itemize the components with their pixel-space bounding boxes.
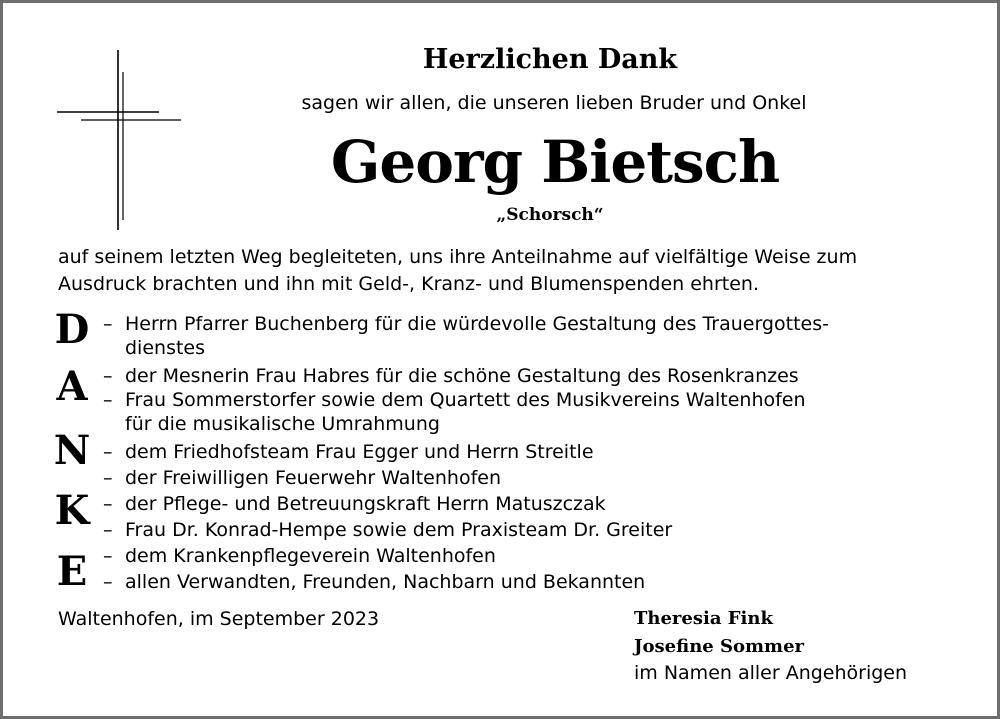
thanks-text: dem Friedhofsteam Frau Egger und Herrn Streitle (125, 441, 594, 463)
dash: – (103, 441, 113, 463)
dash: – (103, 571, 113, 593)
thanks-line (103, 364, 799, 388)
thanks-text: Herrn Pfarrer Buchenberg für die würdevolle Gestaltung des Trauergottes- (125, 313, 829, 335)
thanks-text: für die musikalische Umrahmung (125, 413, 440, 435)
signatory: Josefine Sommer (634, 636, 805, 657)
thanks-text: allen Verwandten, Freunden, Nachbarn und Bekannten (125, 571, 646, 593)
dash: – (103, 389, 113, 411)
nickname: „Schorsch“ (496, 205, 604, 225)
thanks-line (103, 492, 606, 516)
thanks-text: der Pflege- und Betreuungskraft Herrn Matuszczak (125, 493, 606, 515)
deceased-name: Georg Bietsch (330, 128, 780, 196)
thanks-line (103, 440, 594, 464)
thanks-text: dienstes (125, 337, 206, 359)
thanks-text: dem Krankenpflegeverein Waltenhofen (125, 545, 496, 567)
danke-letter: K (54, 487, 90, 534)
danke-letter: E (56, 548, 88, 595)
danke-letter: A (56, 363, 88, 410)
thanks-text: der Mesnerin Frau Habres für die schöne Gestaltung des Rosenkranzes (125, 365, 799, 387)
thanks-line (103, 312, 829, 336)
thanks-line (103, 336, 205, 360)
thanks-line (103, 518, 672, 542)
dash: – (103, 545, 113, 567)
intro-text (58, 244, 857, 298)
dash: – (103, 519, 113, 541)
signatory: Theresia Fink (634, 608, 773, 629)
dash: – (103, 313, 113, 335)
heading: Herzlichen Dank (422, 44, 678, 75)
place-date: Waltenhofen, im September 2023 (58, 608, 380, 630)
thanks-line (103, 412, 440, 436)
subtitle: sagen wir allen, die unseren lieben Bruder und Onkel (301, 92, 807, 114)
dash: – (103, 467, 113, 489)
thanks-text: der Freiwilligen Feuerwehr Waltenhofen (125, 467, 502, 489)
danke-letter: N (53, 427, 91, 474)
thanks-text: Frau Sommerstorfer sowie dem Quartett des Musikvereins Waltenhofen (125, 389, 806, 411)
thanks-text: Frau Dr. Konrad-Hempe sowie dem Praxisteam Dr. Greiter (125, 519, 673, 541)
thanks-line (103, 466, 501, 490)
thanks-line (103, 388, 806, 412)
dash: – (103, 493, 113, 515)
signature-note: im Namen aller Angehörigen (634, 662, 908, 684)
danke-letter: D (54, 306, 90, 353)
intro-line: Ausdruck brachten und ihn mit Geld-, Kranz- und Blumenspenden ehrten. (58, 273, 760, 295)
dash: – (103, 365, 113, 387)
thanks-line (103, 544, 496, 568)
thanks-line (103, 570, 645, 594)
intro-line: auf seinem letzten Weg begleiteten, uns ihre Anteilnahme auf vielfältige Weise zum (58, 246, 858, 268)
